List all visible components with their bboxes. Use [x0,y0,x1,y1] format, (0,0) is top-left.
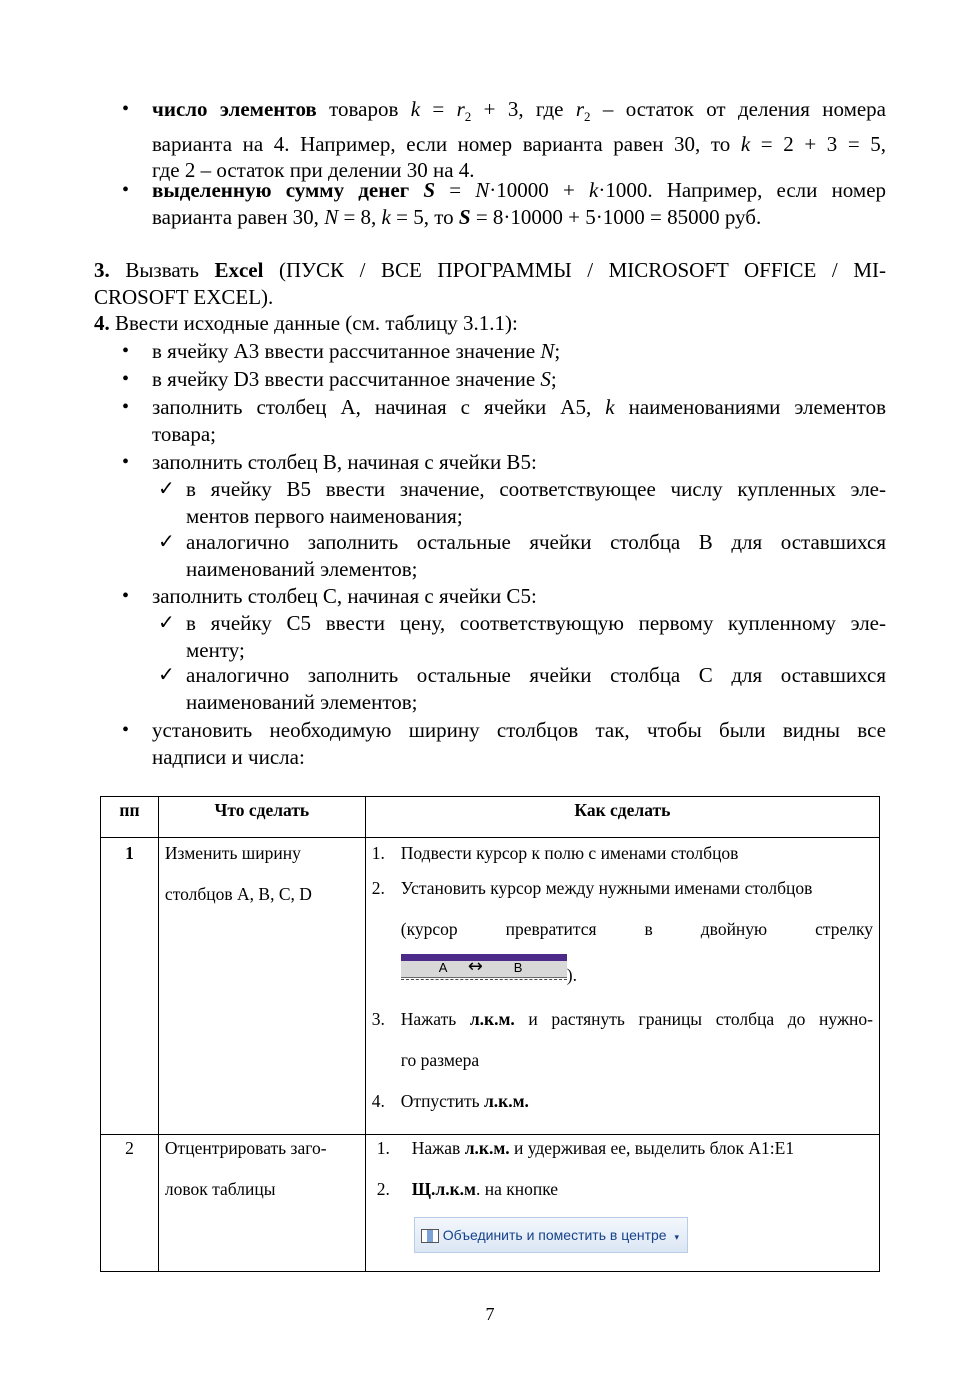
bullet-dot: • [122,179,130,201]
bullet-a3: в ячейку A3 ввести рассчитанное значение N; [152,339,561,363]
table-row [101,838,880,1135]
column-a-label: A [438,960,448,975]
check-icon: ✓ [158,612,175,634]
row-task: Отцентрировать заго- ловок таблицы [158,1135,365,1272]
bullet-column-a: заполнить столбец A, начиная с ячейки A5, k наименованиями элементов товара; [152,395,886,446]
row-steps: 1. Нажав л.к.м. и удерживая ее, выделить блок A1:E1 2. Щ.л.к.м. на кнопке Объединить и поместить в центре ▾ [365,1135,879,1272]
header-pp: пп [101,797,159,838]
step-4: 4. Ввести исходные данные (см. таблицу 3.1.1): [94,311,518,335]
bullet-dot: • [122,396,130,418]
check-item-b5: в ячейку B5 ввести значение, соответствующее числу купленных эле- ментов первого наименования; [186,477,886,528]
bullet-item-money: выделенную сумму денег S = N·10000 + k·1000. Например, если номер варианта равен 30, N = 8, k = 5, то S = 8·10000 + 5·1000 = 85000 руб. [152,178,887,229]
merge-center-button[interactable]: Объединить и поместить в центре ▾ [414,1217,688,1253]
check-item-c-rest: аналогично заполнить остальные ячейки столбца C для оставшихся наименований элементов; [186,663,886,714]
table-row [101,1135,880,1272]
instructions-table [100,796,880,1272]
bullet-d3: в ячейку D3 ввести рассчитанное значение S; [152,367,557,391]
bullet-column-width: установить необходимую ширину столбцов так, чтобы были видны все надписи и числа: [152,718,886,769]
bullet-dot: • [122,585,130,607]
bullet-dot: • [122,719,130,741]
column-b-label: B [513,960,523,975]
check-icon: ✓ [158,664,175,686]
check-icon: ✓ [158,478,175,500]
merge-center-icon [421,1229,439,1243]
bullet-dot: • [122,98,130,120]
check-item-c5: в ячейку C5 ввести цену, соответствующую первому купленному эле- менту; [186,611,886,662]
table-header-row [101,797,880,838]
bullet-dot: • [122,368,130,390]
check-icon: ✓ [158,531,175,553]
bullet-column-c: заполнить столбец C, начиная с ячейки C5: [152,584,537,608]
bullet-item-count: число элементов товаров $k = r_2 + 3$, где $r_2$ – остаток от деления номера варианта на 4. Например, если номер варианта равен 30, то k = 2 + 3 = 5, где 2 – остаток при делении 30 на 4. [152,97,887,183]
page-number: 7 [485,1304,495,1324]
bullet-column-b: заполнить столбец B, начиная с ячейки B5: [152,450,537,474]
step-3: 3. Вызвать Excel (ПУСК / ВСЕ ПРОГРАММЫ / MICROSOFT OFFICE / MI- CROSOFT EXCEL). [94,258,886,309]
resize-cursor-icon: ↔ [467,956,483,977]
row-task: Изменить ширину столбцов A, B, C, D [158,838,365,1135]
bullet-dot: • [122,451,130,473]
row-steps: 1. Подвести курсор к полю с именами столбцов 2. Установить курсор между нужными именами столбцов (курсор превратится в двойную стрелку A ↔ B ). 3. Нажать л.к.м. и растянуть границы столбца до нужно- го размера 4. Отпустить л.к.м. [365,838,879,1135]
row-number: 1 [101,838,159,1135]
header-how: Как сделать [365,797,879,838]
check-item-b-rest: аналогично заполнить остальные ячейки столбца B для оставшихся наименований элементов; [186,530,886,581]
bullet-dot: • [122,340,130,362]
header-what: Что сделать [158,797,365,838]
chevron-down-icon: ▾ [674,1232,680,1242]
row-number: 2 [101,1135,159,1272]
excel-column-header [401,954,567,984]
